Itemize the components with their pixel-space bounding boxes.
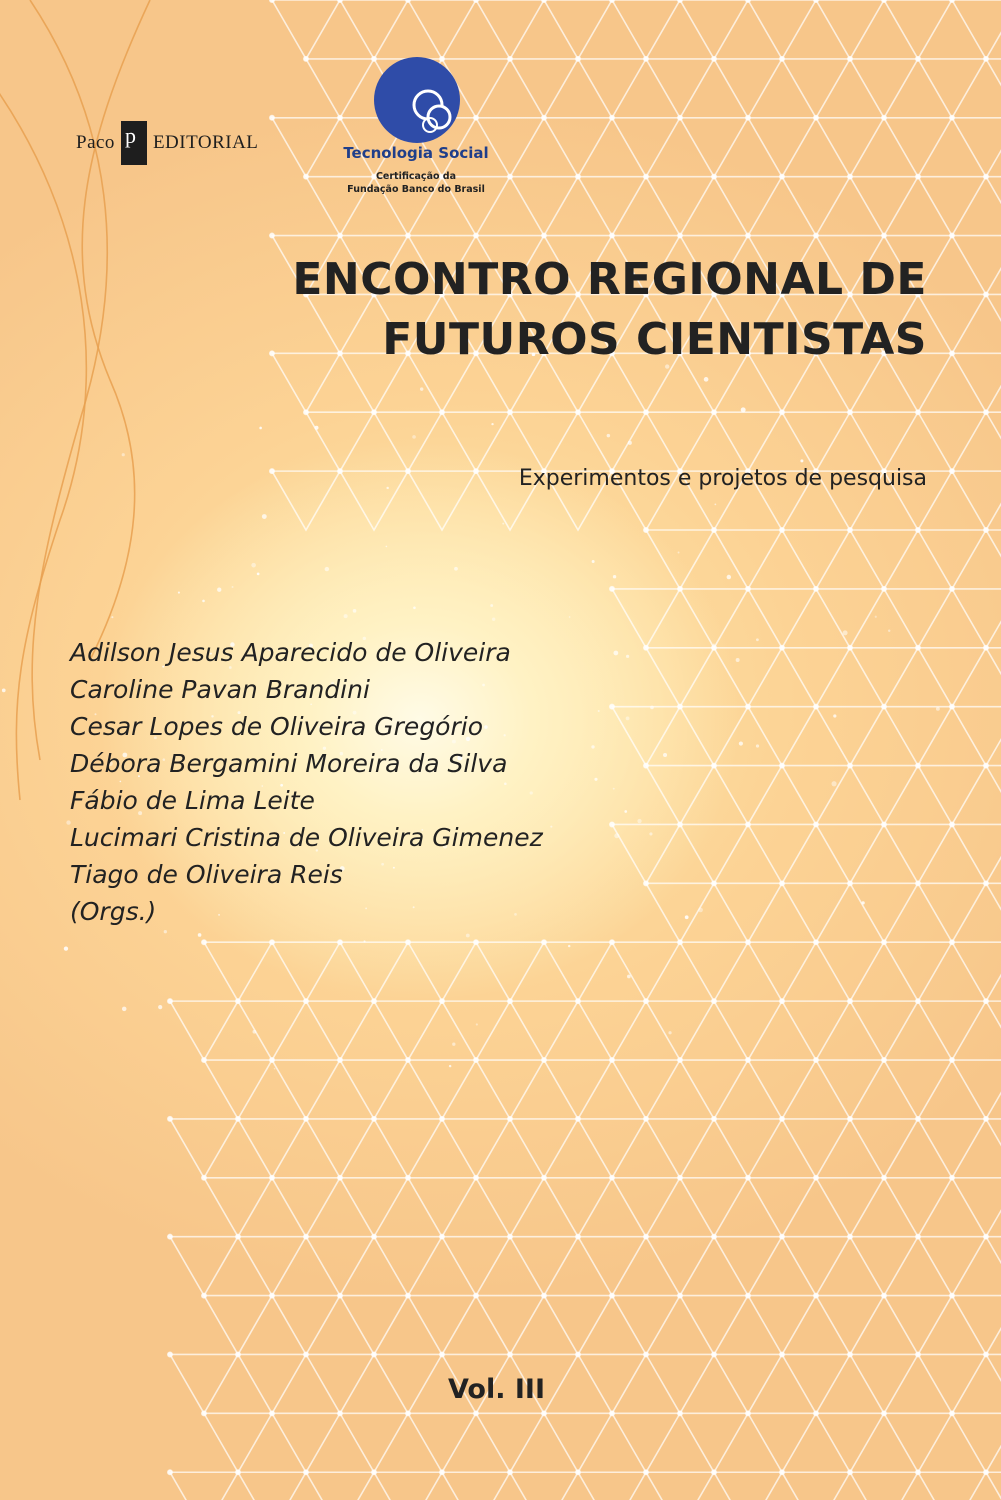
author-name: Caroline Pavan Brandini bbox=[70, 675, 370, 704]
publisher-logo bbox=[76, 123, 258, 163]
organizers-label: (Orgs.) bbox=[70, 897, 157, 926]
author-name: Fábio de Lima Leite bbox=[70, 786, 315, 815]
book-title-line-2: FUTUROS CIENTISTAS bbox=[382, 314, 927, 365]
book-title bbox=[207, 250, 927, 370]
author-name: Débora Bergamini Moreira da Silva bbox=[70, 749, 508, 778]
volume-label: Vol. III bbox=[448, 1374, 546, 1405]
book-subtitle: Experimentos e projetos de pesquisa bbox=[518, 466, 927, 491]
tecnologia-social-subtitle: Certificação da Fundação Banco do Brasil bbox=[347, 171, 485, 195]
tecnologia-social-title: Tecnologia Social bbox=[343, 144, 489, 162]
author-name: Adilson Jesus Aparecido de Oliveira bbox=[70, 638, 511, 667]
publisher-name-right: EDITORIAL bbox=[152, 132, 259, 153]
publisher-mark-icon: p bbox=[121, 121, 147, 165]
author-name: Cesar Lopes de Oliveira Gregório bbox=[70, 712, 484, 741]
book-title-line-1: ENCONTRO REGIONAL DE bbox=[292, 254, 927, 305]
author-name: Tiago de Oliveira Reis bbox=[70, 860, 343, 889]
authors-list bbox=[70, 634, 543, 930]
author-name: Lucimari Cristina de Oliveira Gimenez bbox=[70, 823, 543, 852]
tecnologia-social-logo-icon bbox=[372, 55, 462, 145]
publisher-name-left: Paco bbox=[76, 132, 115, 153]
